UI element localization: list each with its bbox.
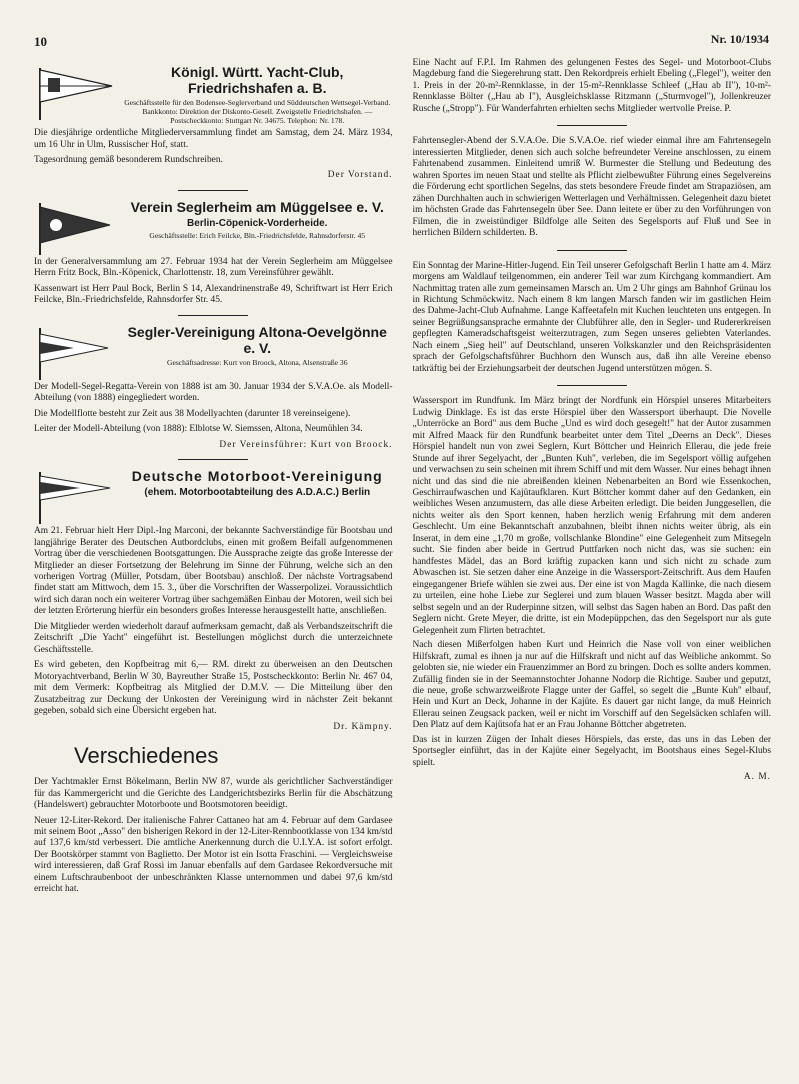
paragraph: Leiter der Modell-Abteilung (von 1888): Elblotse W. Siemssen, Altona, Neumühlen 34. (34, 424, 363, 435)
paragraph: Nach diesen Mißerfolgen haben Kurt und Heinrich die Nase voll von einer weiblichen Hilfskraft, zumal es ihnen ja nur auf die Hilfskraft und nicht auf das Weibliche ankommt. So gelobten sie, nie wieder ein Frauenzimmer an Bord zu bringen. Doch es sollte anders kommen. Zufällig finden sie in der Seemannstochter Johanne Nodorp die Richtige. Sauber und geputzt, die neue, große schwarzweißrote Flagge unter der Gaffel, so segelt die „Bunte Kuh" elbauf, Hein und Kurt an Deck, Johanne in der Kajüte. Es dauert gar nicht lange, da muß Heinrich Ellerau seinen Zeugsack packen, weil er nicht im Vorschiff auf den Segelsäcken schlafen will. Den Platz auf dem Kajütsofa hat er an Frau Johanne Böttcher abgetreten. (412, 640, 771, 731)
left-column (34, 58, 393, 1080)
divider (557, 385, 627, 386)
divider (557, 125, 627, 126)
club-name: Segler-Vereinigung Altona-Oevelgönne e. V. (127, 323, 387, 356)
club-header (122, 468, 393, 526)
paragraph: Der Yachtmakler Ernst Bökelmann, Berlin NW 87, wurde als gerichtlicher Sachverständiger für das Kammergericht und die Gerichte des Landgerichtsbezirks Berlin für die Abschätzung (Handelswert) gebrauchter Motorboote und Bootsmotoren beeidigt. (34, 777, 393, 811)
paragraph: Ein Sonntag der Marine-Hitler-Jugend. Ein Teil unserer Gefolgschaft Berlin 1 hatte am 4. März morgens am Waldlauf teilgenommen, ein anderer Teil war zum Kirchgang kommandiert. Am Nachmittag traten alle zum gemeinsamen Marsch an. Um 2 Uhr gings am Bahnhof Grünau los in Richtung Schmöckwitz. Nach einem 8 km langen Marsch fanden wir im gastlichen Heim des Dahme-Jacht-Club Aufnahme. Lange Kaffeetafeln mit Kuchen leuchteten uns entgegen. In seiner Begrüßungsansprache ermahnte der Clubführer alle, den in Segler- und Rudererkreisen gepflegten Kameradschaftsgeist weiterzutragen, zum Segen unseres geliebten Vaterlandes. Nach einem „Sieg heil" auf Deutschland, unseren Volkskanzler und den Reichspräsidenten sprach der Gefolgschaftsführer Buchhorn den Wunsch aus, daß ihn alle Vereine ebenso tatkräftig bei der Erziehungsarbeit der deutschen Jugend unterstützen mögen. S. (412, 260, 771, 374)
paragraph: Der Vereinsführer: Kurt von Broock. (219, 439, 393, 450)
paragraph: Es wird gebeten, den Kopfbeitrag mit 6,— RM. direkt zu überweisen an den Deutschen Motoryachtverband, Berlin W 30, Bayreuther Straße 15, Postscheckkonto: Berlin Nr. 467 04, mit dem Vermerk: Kopfbeitrag als Mitglied der D.M.V. — Die Mitteilung über den Zusatzbeitrag zur Deckung der Unkosten der Vereinigung wird in nächster Zeit bekannt gegeben, sobald sich eine Übersicht ergeben hat. (34, 660, 393, 717)
paragraph: Wassersport im Rundfunk. Im März bringt der Nordfunk ein Hörspiel unseres Mitarbeiters Ludwig Dinklage. Es ist das erste Hörspiel über den Wassersport überhaupt. Die Novelle „Unterröcke an Bord" aus dem Buche „Und es wird doch gesegelt!" hat der Autor zusammen mit Alfred Maack für den Rundfunk bearbeitet unter dem Titel „Deerns an Deck". Dieses Hörspiel handelt nun von zwei Seglern, Kurt Böttcher und Heinrich Ellerau, die jede freie Stunde auf ihrer Segelyacht, der „Bunten Kuh", verleben, die im Segelsport völlig aufgehen und verwachsen zu sein scheinen mit ihrem Schiff und mit dem Wasser. Nur eines behagt ihnen nicht und das sind die nie abreißenden kleinen Nebenarbeiten an Bord wie Essenkochen, Geschirraufwaschen und Kajütaufklaren. Kurt Böttcher kommt daher auf den Gedanken, ein weibliches Wesen anzumustern, das alle diese Arbeiten erledigt. Die beiden Junggesellen, die nichts weiter als den Sport kennen, haben herzlich wenig Erfahrung mit dem anderen Geschlecht. Um eine Bekanntschaft anzubahnen, bleibt ihnen nichts weiter übrig, als ein Inserat, in dem eine „1,70 m große, vollschlanke Blondine" eine Gelegenheit zum Mitsegeln sucht. Sie finden aber beide in Gertrud Puttfarken noch nicht das, was sie suchen: ein handfestes Mädel, das an Bord kräftig zupacken kann und sich nicht zu schade zum Abwaschen ist. Sie setzen daher eine Anzeige in die Wassersport-Zeitschrift. Aus dem Haufen eingegangener Briefe wählen sie zwei aus. Der eine ist von Magda Kallinke, die nach diesem zu urteilen, eine hohe Liebe zur Seglerei und zum blauen Wasser besitzt. Magda aber will selbst segeln und an der Ruderpinne sitzen, will selbst das Sagen haben an Bord. Das paßt den Seglern nicht. Grete Meyer, die dritte, ist ein Modepüppchen, das den Segelsport nur als gute Gelegenheit zum Flirten betrachtet. (412, 396, 771, 636)
paragraph: Die diesjährige ordentliche Mitgliederversammlung findet am Samstag, dem 24. März 1934, um 16 Uhr in Ulm, Russischer Hof, statt. (34, 128, 393, 150)
club-block-altona (34, 324, 393, 382)
paragraph: Kassenwart ist Herr Paul Bock, Berlin S 14, Alexandrinenstraße 49, Schriftwart ist Herr Erich Feilcke, Bln.-Friedrichsfelde, Rahnsdorfer Str. 45. (34, 283, 393, 306)
burgee-flag-icon (34, 324, 114, 382)
club-info: Geschäftsadresse: Kurt von Broock, Altona, Alsenstraße 36 (166, 357, 348, 367)
club-block-dmv (34, 468, 393, 526)
club-subtitle: (ehem. Motorbootabteilung des A.D.A.C.) Berlin (144, 487, 371, 499)
burgee-flag-icon (34, 199, 114, 257)
club-header (122, 64, 393, 128)
divider (178, 315, 248, 316)
paragraph: Eine Nacht auf F.P.I. Im Rahmen des gelungenen Festes des Segel- und Motorboot-Clubs Magdeburg fand die Siegerehrung statt. Den Rekordpreis erhielt Ebeling („Flegel"), weiter den 1. Preis in der 20-m²-Rennklasse, in der 15-m²-Rennklasse Schleef („Hau ab II"), 10-m²-Rennklasse Bölter („Hau ab I"), Ausgleichsklasse Ritzmann („Sturmvogel"), Jollenkreuzer Rusche („Stropp"). Für Wanderfahrten erhielten sechs Mitglieder wertvolle Preise. P. (412, 58, 771, 114)
divider (178, 459, 248, 460)
club-header (122, 324, 393, 382)
page-number: 10 (34, 34, 47, 49)
right-column (413, 58, 772, 1080)
columns (34, 58, 771, 1080)
club-header (122, 199, 393, 257)
club-block-seglerheim (34, 199, 393, 257)
paragraph: Neuer 12-Liter-Rekord. Der italienische Fahrer Cattaneo hat am 4. Februar auf dem Gardasee mit seinem Boot „Asso" den bisherigen Rekord in der 12-Liter-Rennbootklasse von 134 km/std auf 137,6 km/std verbessert. Die amtliche Anerkennung durch die U.I.Y.A. ist sofort erfolgt. Der Bootskörper stammt von Baglietto. Der Motor ist ein Isotta Fraschini. — Vergleichsweise wird interessieren, daß Graf Rossi im Januar ebenfalls auf dem Gardasee Rekordversuche mit einem Luftschraubenboot der unbeschränkten Klasse unternommen und dabei 97,6 km/std erreicht hat. (34, 815, 393, 895)
paragraph: Fahrtensegler-Abend der S.V.A.Oe. Die S.V.A.Oe. rief wieder einmal ihre am Fahrtensegeln interessierten Mitglieder, denen sich auch solche befreundeter Vereine anschlossen, zu einem Fahrtenabend zusammen. Einleitend umriß W. Burmester die Stellung und Bedeutung des wahren Sportes im neuen Staat und stellte als Pflicht zielbewußter Führung eines Segelvereins die Förderung echt sportlichen Segelns, das stets besondere Freude findet am Strapaziösen, am zähen Durchhalten auch in schwierigen Wetterlagen und Verhältnissen. Gelegenheit dazu bietet im höchsten Grade das Fahrtensegeln über See. Dann leitete er über zu den Vorführungen von Filmen, die in zweistündiger Bildfolge alle Seiten des Segelsports auf Fluß und See in herrlichen Bildern schilderten. B. (412, 136, 771, 239)
burgee-flag-icon (34, 64, 114, 122)
club-info: Geschäftsstelle: Erich Feilcke, Bln.-Friedrichsfelde, Rahnsdorferstr. 45 (149, 231, 366, 241)
club-name: Deutsche Motorboot-Vereinigung (131, 468, 383, 485)
signature: Der Vorstand. (327, 170, 393, 181)
paragraph: Die Mitglieder werden wiederholt darauf aufmerksam gemacht, daß als Verbandszeitschrift die Zeitschrift „Die Yacht" eingeführt ist. Bestellungen möglichst durch die unterzeichnete Geschäftsstelle. (34, 621, 393, 655)
paragraph: Am 21. Februar hielt Herr Dipl.-Ing Marconi, der bekannte Sachverständige für Bootsbau und langjährige Berater des Deutschen Autbordclubs, einen mit großem Beifall aufgenommenen Vortrag über die verschiedenen Bootsgattungen. Die Aussprache zeigte das große Interesse der Mitglieder an dieser Fortsetzung der Belehrung im Sinne der Führung, welche sich an den vorherigen Vortrag (Müller, Potsdam, über Bootsbau) anschloß. Der nächste Vortragsabend findet statt am Mittwoch, dem 15. 3., über die Vorschriften der Wasserpolizei. Voraussichtlich wird sich daran noch ein weiterer Vortrag über sachgemäßen Einbau der Motoren, weil sich bei der letzten Erörterung hierfür ein besonders großes Interesse herausgestellt hatte, anschließen. (34, 526, 393, 617)
club-info: Geschäftsstelle für den Bodensee-Seglerverband und Süddeutschen Wettsegel-Verband. Bankkonto: Direktion der Diskonto-Gesell. Zweigstelle Friedrichshafen. — Postscheckkonto: Stuttgart Nr. 34675. Telephon: Nr. 178. (124, 98, 391, 126)
divider (178, 190, 248, 191)
club-subtitle: Berlin-Cöpenick-Vorderheide. (187, 218, 328, 230)
signature: Dr. Kämpny. (333, 721, 393, 732)
club-name: Verein Seglerheim am Müggelsee e. V. (130, 198, 384, 215)
club-name: Königl. Württ. Yacht-Club, Friedrichshafen a. B. (171, 64, 344, 97)
paragraph: Tagesordnung gemäß besonderem Rundschreiben. (34, 154, 223, 165)
divider (557, 250, 627, 251)
section-heading: Verschiedenes (74, 743, 219, 769)
paragraph: In der Generalversammlung am 27. Februar 1934 hat der Verein Seglerheim am Müggelsee Herrn Fritz Bock, Bln.-Köpenick, Charlottenstr. 18, zum Vereinsführer gewählt. (34, 256, 393, 279)
club-block-wyc (34, 64, 393, 128)
paragraph: Der Modell-Segel-Regatta-Verein von 1888 ist am 30. Januar 1934 der S.V.A.Oe. als Modell-Abteilung (von 1888) eingegliedert worden. (34, 381, 393, 404)
signature: A. M. (743, 772, 771, 783)
paragraph: Die Modellflotte besteht zur Zeit aus 38 Modellyachten (darunter 18 vereinseigene). (34, 408, 351, 419)
issue-number: Nr. 10/1934 (710, 32, 769, 46)
burgee-flag-icon (34, 468, 114, 526)
paragraph: Das ist in kurzen Zügen der Inhalt dieses Hörspiels, das erste, das uns in das Leben der Sportsegler einführt, das in der Kajüte einer Segelyacht, im Bootshaus eines Segel-Klubs spielt. (412, 734, 771, 768)
